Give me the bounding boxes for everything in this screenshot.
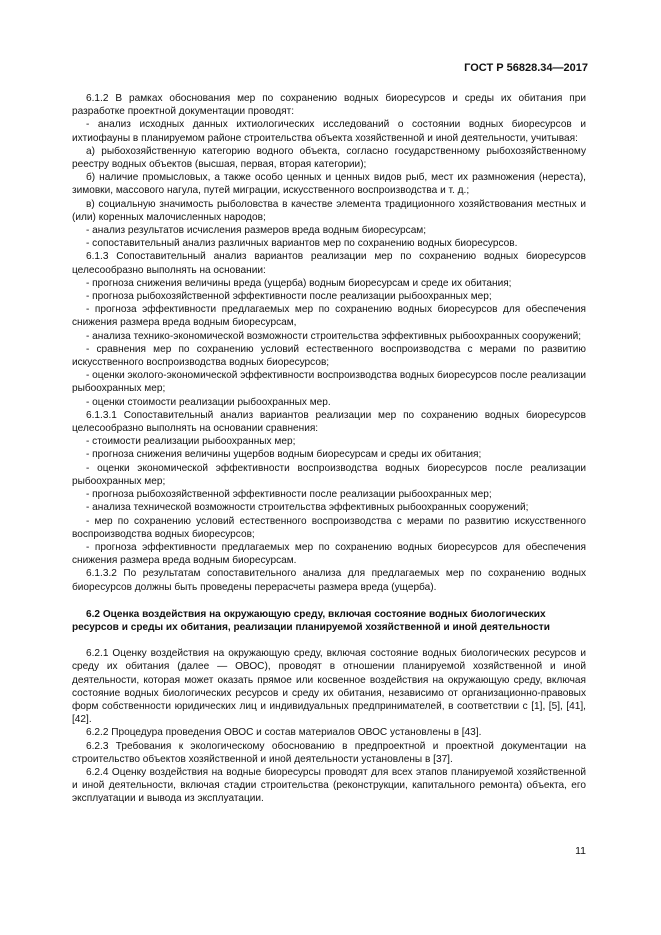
paragraph: - анализ исходных данных ихтиологических исследований о состоянии водных биоресурсов и ихтиофауны в планируемом районе строительства объекта хозяйственной и иной деятельности, учитывая: [72,119,586,144]
paragraph: - прогноза снижения величины ущербов водным биоресурсам и среды их обитания; [86,449,482,461]
paragraph: - оценки эколого-экономической эффективности воспроизводства водных биоресурсов после реализации рыбоохранных мер; [72,370,586,395]
paragraph: 6.1.3.1 Сопоставительный анализ вариантов реализации мер по сохранению водных биоресурсов целесообразно выполнять на основании сравнения: [72,409,586,435]
paragraph: - прогноза рыбохозяйственной эффективности после реализации рыбоохранных мер; [86,291,492,303]
paragraph: - стоимости реализации рыбоохранных мер; [86,436,296,448]
paragraph: - сопоставительный анализ различных вариантов мер по сохранению водных биоресурсов. [86,238,518,250]
paragraph: - прогноза снижения величины вреда (ущерба) водным биоресурсам и среде их обитания; [86,277,512,289]
paragraph: 6.2.4 Оценку воздействия на водные биоресурсы проводят для всех этапов планируемой хозяйственной и иной деятельности, включая стадии строительства (реконструкции, капитального ремонта) объекта, его эксплуатации и вывода из эксплуатации. [72,766,586,805]
paragraph: 6.1.3.2 По результатам сопоставительного анализа для предлагаемых мер по сохранению водных биоресурсов должны быть проведены перерасчеты размера вреда (ущерба). [72,568,586,593]
paragraph: 6.2.2 Процедура проведения ОВОС и состав материалов ОВОС установлены в [43]. [86,727,482,739]
paragraph: - прогноза эффективности предлагаемых мер по сохранению водных биоресурсов для обеспечения снижения размера вреда водным биоресурсам, [72,304,586,329]
paragraph: 6.2.1 Оценку воздействия на окружающую среду, включая состояние водных биологических ресурсов и среду их обитания (далее — ОВОС), проводят в отношении планируемой хозяйственной и иной деятельности, которая может оказать прямое или косвенное воздействия на окружающую среду, включая состояние водных биологических ресурсов и среду их обитания, независимо от организационно-правовых форм собственности юридических лиц и индивидуальных предпринимателей, в соответствии с [1], [5], [41], [42]. [72,648,586,726]
section-heading: 6.2 Оценка воздействия на окружающую среду, включая состояние водных биологических ресурсов и среды их обитания, реализации планируемой хозяйственной и иной деятельности [72,608,550,633]
paragraph: - анализа технико-экономической возможности строительства эффективных рыбоохранных сооружений; [86,330,582,342]
document-body [72,92,586,806]
paragraph: - анализа технической возможности строительства эффективных рыбоохранных сооружений; [86,502,529,514]
paragraph: - прогноза рыбохозяйственной эффективности после реализации рыбоохранных мер; [86,489,492,501]
page-number: 11 [575,845,586,857]
paragraph: 6.1.2 В рамках обоснования мер по сохранению водных биоресурсов и среды их обитания при разработке проектной документации проводят: [72,93,586,118]
paragraph: 6.2.3 Требования к экологическому обоснованию в предпроектной и проектной документации на строительство объектов хозяйственной и иной деятельности установлены в [37]. [72,740,586,765]
paragraph: - анализ результатов исчисления размеров вреда водным биоресурсам; [86,225,427,237]
section-6-2-text [72,647,586,805]
paragraph: - оценки экономической эффективности воспроизводства водных биоресурсов после реализации рыбоохранных мер; [72,462,586,487]
paragraph: - сравнения мер по сохранению условий естественного воспроизводства с мерами по развитию искусственного воспроизводства водных биоресурсов; [72,343,586,369]
paragraph: - мер по сохранению условий естественного воспроизводства с мерами по развитию искусственного воспроизводства водных биоресурсов; [72,515,586,540]
paragraph: - прогноза эффективности предлагаемых мер по сохранению водных биоресурсов для обеспечения снижения размера вреда водным биоресурсам. [72,541,586,567]
paragraph: - оценки стоимости реализации рыбоохранных мер. [86,396,331,408]
standard-header: ГОСТ Р 56828.34—2017 [464,62,588,74]
section-6-1-text [72,92,586,594]
paragraph: б) наличие промысловых, а также особо ценных и ценных видов рыб, мест их размножения (нереста), зимовки, массового нагула, путей миграции, искусственного воспроизводства и т. д.; [72,172,586,197]
paragraph: 6.1.3 Сопоставительный анализ вариантов реализации мер по сохранению водных биоресурсов целесообразно выполнять на основании: [72,251,586,276]
paragraph: а) рыбохозяйственную категорию водного объекта, согласно государственному рыбохозяйственному реестру водных объектов (высшая, первая, вторая категории); [72,145,586,171]
paragraph: в) социальную значимость рыболовства в качестве элемента традиционного хозяйствования местных и (или) коренных малочисленных народов; [72,198,586,223]
